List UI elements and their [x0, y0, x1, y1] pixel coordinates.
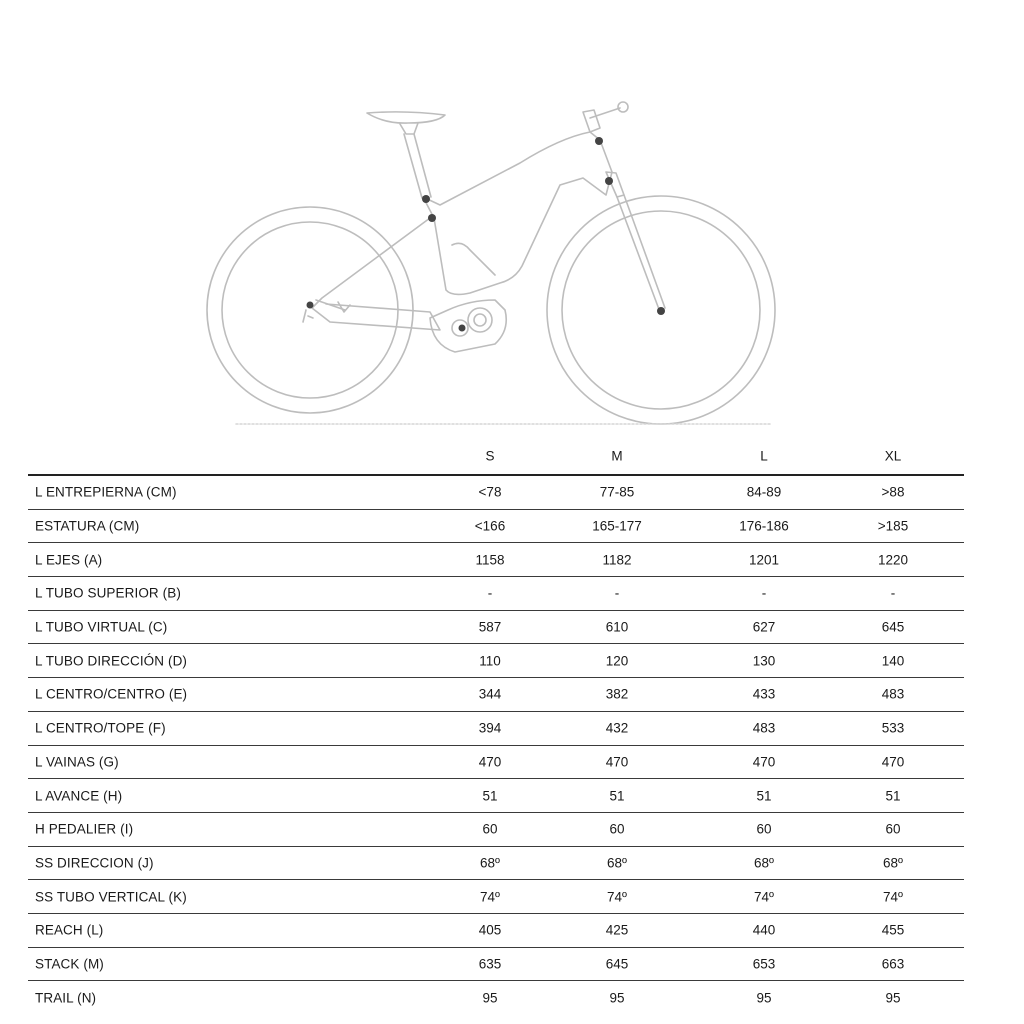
table-row [28, 813, 964, 847]
table-cell: 68º [883, 855, 903, 871]
table-cell: 405 [478, 922, 502, 938]
table-cell: 470 [605, 754, 629, 770]
row-label: TRAIL (N) [35, 990, 97, 1006]
table-cell: 74º [883, 889, 903, 905]
table-cell: 533 [881, 720, 905, 736]
table-cell: 344 [478, 686, 502, 702]
table-cell: 68º [754, 855, 774, 871]
saddle [367, 112, 445, 123]
table-cell: 432 [605, 720, 629, 736]
rear-rim [222, 222, 398, 398]
size-header-xl: XL [884, 448, 902, 464]
table-cell: 95 [756, 990, 772, 1006]
table-cell: 74º [607, 889, 627, 905]
geometry-point-dot [595, 137, 603, 145]
table-cell: 610 [605, 619, 629, 635]
row-label: L CENTRO/TOPE (F) [35, 720, 166, 736]
rear-tire [207, 207, 413, 413]
table-cell: 74º [754, 889, 774, 905]
table-cell: 433 [752, 686, 776, 702]
geometry-point-dot [422, 195, 430, 203]
table-cell: - [890, 585, 896, 601]
table-cell: - [487, 585, 493, 601]
table-row [28, 678, 964, 712]
motor-cog [468, 308, 492, 332]
table-cell: 394 [478, 720, 502, 736]
table-cell: <166 [474, 518, 506, 534]
geometry-point-dot [459, 325, 466, 332]
table-cell: 68º [480, 855, 500, 871]
size-header-s: S [485, 448, 495, 464]
table-cell: 130 [752, 653, 776, 669]
row-label: L TUBO SUPERIOR (B) [35, 585, 181, 601]
table-cell: 51 [885, 788, 901, 804]
table-cell: 60 [482, 821, 498, 837]
table-cell: 95 [885, 990, 901, 1006]
geometry-point-dot [307, 302, 314, 309]
table-row [28, 611, 964, 645]
table-cell: 95 [482, 990, 498, 1006]
size-header-m: M [611, 448, 623, 464]
bike-outline-drawing [0, 0, 1024, 440]
row-label: SS DIRECCION (J) [35, 855, 154, 871]
table-cell: 470 [478, 754, 502, 770]
table-cell: >185 [877, 518, 909, 534]
table-row [28, 712, 964, 746]
table-cell: 627 [752, 619, 776, 635]
table-cell: 77-85 [599, 484, 635, 500]
row-label: L TUBO DIRECCIÓN (D) [35, 653, 188, 669]
table-row [28, 543, 964, 577]
table-cell: - [614, 585, 620, 601]
geometry-point-dot [605, 177, 613, 185]
table-cell: 382 [605, 686, 629, 702]
table-cell: 110 [479, 653, 501, 669]
table-cell: 140 [881, 653, 905, 669]
table-cell: 1158 [475, 552, 505, 568]
bike-illustration [0, 0, 1024, 440]
table-cell: 51 [482, 788, 498, 804]
table-cell: 470 [881, 754, 905, 770]
table-cell: 68º [607, 855, 627, 871]
table-cell: 51 [756, 788, 772, 804]
row-label: L EJES (A) [35, 552, 103, 568]
table-cell: 60 [756, 821, 772, 837]
table-row [28, 948, 964, 982]
row-label: ESTATURA (CM) [35, 518, 140, 534]
table-row [28, 847, 964, 881]
table-cell: 1182 [602, 552, 632, 568]
table-cell: 60 [609, 821, 625, 837]
table-row [28, 746, 964, 780]
table-cell: 440 [752, 922, 776, 938]
table-cell: 455 [881, 922, 905, 938]
geometry-point-dot [428, 214, 436, 222]
table-cell: 483 [881, 686, 905, 702]
table-cell: 425 [605, 922, 629, 938]
row-label: L ENTREPIERNA (CM) [35, 484, 177, 500]
row-label: SS TUBO VERTICAL (K) [35, 889, 187, 905]
geometry-point-dot [657, 307, 665, 315]
table-cell: 84-89 [746, 484, 782, 500]
table-cell: 74º [480, 889, 500, 905]
row-label: L AVANCE (H) [35, 788, 123, 804]
table-cell: 1201 [748, 552, 780, 568]
row-label: STACK (M) [35, 956, 104, 972]
table-cell: 51 [609, 788, 625, 804]
table-row [28, 644, 964, 678]
table-cell: >88 [881, 484, 905, 500]
table-cell: - [761, 585, 767, 601]
head-tube-top [583, 110, 600, 132]
table-cell: 60 [885, 821, 901, 837]
table-cell: 1220 [877, 552, 909, 568]
table-cell: 645 [605, 956, 629, 972]
table-cell: 663 [881, 956, 905, 972]
geometry-table [28, 438, 964, 1015]
size-header-l: L [760, 448, 768, 464]
rear-stays [312, 218, 440, 330]
table-row [28, 476, 964, 510]
table-row [28, 577, 964, 611]
table-cell: 587 [478, 619, 502, 635]
table-cell: 165-177 [592, 518, 642, 534]
table-row [28, 880, 964, 914]
table-row [28, 510, 964, 544]
table-row [28, 981, 964, 1015]
table-row [28, 779, 964, 813]
table-row [28, 914, 964, 948]
table-cell: 120 [605, 653, 629, 669]
size-header-row [28, 438, 964, 476]
row-label: H PEDALIER (I) [35, 821, 134, 837]
table-cell: 483 [752, 720, 776, 736]
table-cell: 176-186 [739, 518, 789, 534]
table-cell: 635 [478, 956, 502, 972]
handlebar-end [618, 102, 628, 112]
table-cell: 95 [609, 990, 625, 1006]
row-label: L TUBO VIRTUAL (C) [35, 619, 168, 635]
row-label: L VAINAS (G) [35, 754, 119, 770]
table-cell: <78 [478, 484, 502, 500]
row-label: L CENTRO/CENTRO (E) [35, 686, 188, 702]
frame-main [423, 132, 612, 294]
row-label: REACH (L) [35, 922, 104, 938]
table-cell: 653 [752, 956, 776, 972]
table-cell: 470 [752, 754, 776, 770]
table-cell: 645 [881, 619, 905, 635]
